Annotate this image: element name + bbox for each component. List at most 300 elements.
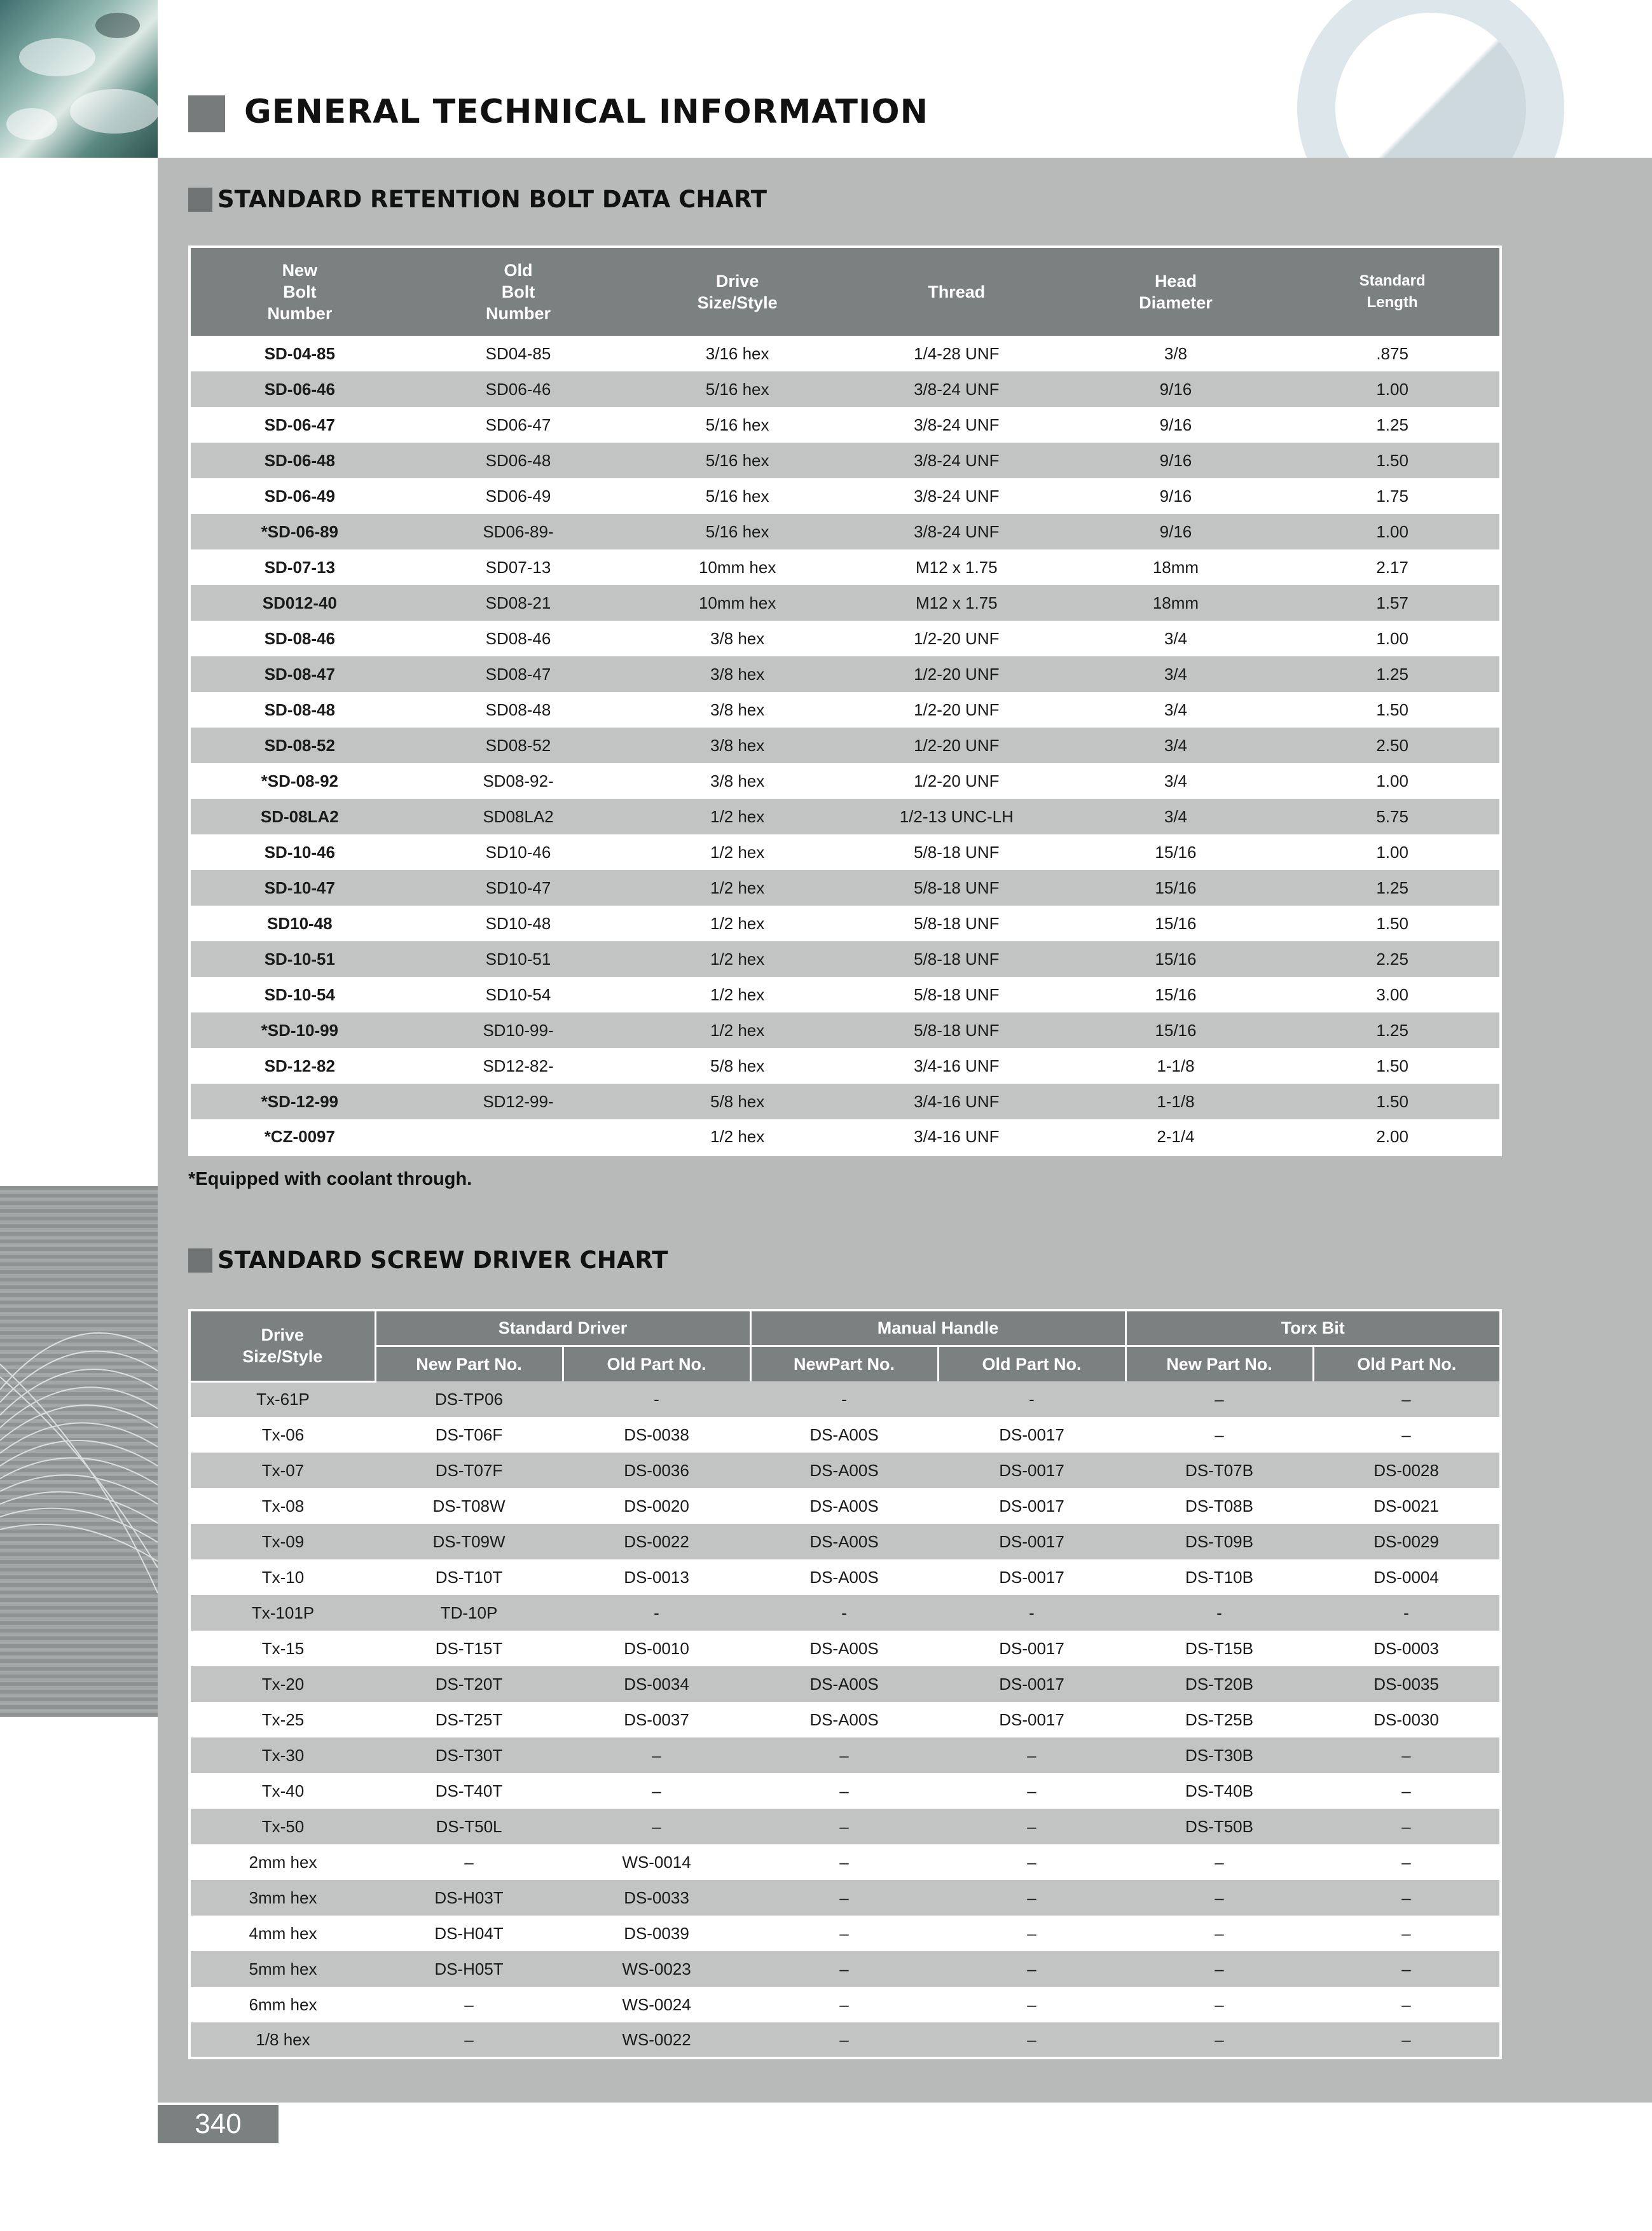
table-cell: 5/8 hex — [628, 1084, 847, 1119]
column-header-old-bolt: Old Bolt Number — [409, 247, 628, 336]
table-cell: – — [938, 1737, 1125, 1773]
table-row — [189, 1844, 1501, 1880]
table-cell: SD08-47 — [409, 656, 628, 692]
table-cell: Tx-08 — [189, 1488, 375, 1524]
table-cell: SD-06-47 — [189, 407, 409, 443]
table-cell: 10mm hex — [628, 549, 847, 585]
table-cell: 10mm hex — [628, 585, 847, 621]
table-cell: 1.50 — [1285, 1048, 1501, 1084]
driver-section-title: STANDARD SCREW DRIVER CHART — [217, 1247, 668, 1274]
table-cell: DS-T30T — [375, 1737, 563, 1773]
table-cell: SD-08-47 — [189, 656, 409, 692]
table-row — [189, 1048, 1501, 1084]
table-cell: DS-A00S — [750, 1702, 938, 1737]
table-cell: DS-0017 — [938, 1524, 1125, 1559]
table-cell: Tx-09 — [189, 1524, 375, 1559]
table-cell: SD-10-54 — [189, 977, 409, 1012]
table-cell: 5/8-18 UNF — [847, 1012, 1066, 1048]
table-cell: 3.00 — [1285, 977, 1501, 1012]
table-cell: SD12-99- — [409, 1084, 628, 1119]
table-cell: Tx-40 — [189, 1773, 375, 1809]
table-cell: DS-0037 — [563, 1702, 750, 1737]
table-cell: 1/2-20 UNF — [847, 692, 1066, 728]
table-cell: 3/4 — [1066, 621, 1286, 656]
table-cell: DS-0035 — [1313, 1666, 1501, 1702]
table-cell: 1/2-20 UNF — [847, 728, 1066, 763]
table-row — [189, 1951, 1501, 1987]
table-cell: SD10-47 — [409, 870, 628, 906]
table-cell: DS-T09B — [1125, 1524, 1313, 1559]
table-cell: – — [1125, 1987, 1313, 2022]
table-cell: – — [1313, 2022, 1501, 2058]
table-cell: 5/16 hex — [628, 371, 847, 407]
table-cell: 9/16 — [1066, 371, 1286, 407]
table-cell: SD-08-48 — [189, 692, 409, 728]
table-cell: SD-08-52 — [189, 728, 409, 763]
table-cell: - — [1125, 1595, 1313, 1631]
table-cell: DS-T20T — [375, 1666, 563, 1702]
table-cell: – — [1125, 1951, 1313, 1987]
table-cell: 3/4 — [1066, 763, 1286, 799]
table-cell: DS-T20B — [1125, 1666, 1313, 1702]
table-cell: – — [1313, 1987, 1501, 2022]
table-cell: 3/8 hex — [628, 728, 847, 763]
table-cell: SD08LA2 — [409, 799, 628, 834]
table-row — [189, 692, 1501, 728]
column-header-drive-size: Drive Size/Style — [189, 1310, 375, 1381]
table-cell: – — [1125, 1880, 1313, 1916]
table-cell: SD08-48 — [409, 692, 628, 728]
table-cell: 5/8-18 UNF — [847, 941, 1066, 977]
table-cell: Tx-50 — [189, 1809, 375, 1844]
group-header-torx-bit: Torx Bit — [1125, 1310, 1501, 1346]
table-cell: SD07-13 — [409, 549, 628, 585]
bolt-data-table — [188, 245, 1502, 1156]
table-cell: – — [938, 1773, 1125, 1809]
column-header-drive: Drive Size/Style — [628, 247, 847, 336]
table-cell: .875 — [1285, 336, 1501, 371]
table-row — [189, 1595, 1501, 1631]
table-cell: DS-T25T — [375, 1702, 563, 1737]
table-cell: – — [1125, 1381, 1313, 1417]
table-cell: DS-0022 — [563, 1524, 750, 1559]
table-cell: – — [1313, 1773, 1501, 1809]
table-cell: WS-0014 — [563, 1844, 750, 1880]
column-header-standard-length: Standard Length — [1285, 247, 1501, 336]
table-cell: – — [1313, 1809, 1501, 1844]
table-row — [189, 1417, 1501, 1453]
subheader-new-part: New Part No. — [1125, 1346, 1313, 1381]
table-cell: – — [1313, 1880, 1501, 1916]
table-cell: SD-10-51 — [189, 941, 409, 977]
table-cell: 2.25 — [1285, 941, 1501, 977]
table-cell: DS-0010 — [563, 1631, 750, 1666]
table-cell: DS-T06F — [375, 1417, 563, 1453]
table-cell: 3/4 — [1066, 656, 1286, 692]
table-cell: 18mm — [1066, 585, 1286, 621]
table-row — [189, 1453, 1501, 1488]
table-cell: *SD-08-92 — [189, 763, 409, 799]
table-cell: DS-0013 — [563, 1559, 750, 1595]
section-marker — [188, 188, 212, 212]
table-cell: DS-H03T — [375, 1880, 563, 1916]
table-cell: – — [750, 1773, 938, 1809]
table-cell: SD-08-46 — [189, 621, 409, 656]
section-marker — [188, 1248, 212, 1273]
table-cell: 1.50 — [1285, 906, 1501, 941]
table-cell: Tx-101P — [189, 1595, 375, 1631]
table-cell: SD06-46 — [409, 371, 628, 407]
table-row — [189, 977, 1501, 1012]
group-header-standard-driver: Standard Driver — [375, 1310, 750, 1346]
table-cell: DS-0034 — [563, 1666, 750, 1702]
table-cell: 1.25 — [1285, 407, 1501, 443]
table-cell: DS-T10T — [375, 1559, 563, 1595]
table-cell: SD-04-85 — [189, 336, 409, 371]
table-cell: 1.25 — [1285, 656, 1501, 692]
table-cell: SD10-51 — [409, 941, 628, 977]
table-cell: Tx-20 — [189, 1666, 375, 1702]
table-cell: 1-1/8 — [1066, 1084, 1286, 1119]
table-cell: DS-T07F — [375, 1453, 563, 1488]
table-cell: - — [563, 1595, 750, 1631]
bolt-section-title: STANDARD RETENTION BOLT DATA CHART — [217, 186, 767, 213]
table-cell — [409, 1119, 628, 1155]
table-cell: 1/2 hex — [628, 870, 847, 906]
table-cell: - — [750, 1381, 938, 1417]
table-cell: DS-0038 — [563, 1417, 750, 1453]
table-cell: SD06-49 — [409, 478, 628, 514]
table-cell: DS-0028 — [1313, 1453, 1501, 1488]
table-cell: 5/8 hex — [628, 1048, 847, 1084]
table-cell: SD08-46 — [409, 621, 628, 656]
table-cell: DS-0039 — [563, 1916, 750, 1951]
table-cell: TD-10P — [375, 1595, 563, 1631]
table-cell: – — [1313, 1381, 1501, 1417]
table-cell: 1.25 — [1285, 1012, 1501, 1048]
table-cell: DS-H05T — [375, 1951, 563, 1987]
table-cell: 9/16 — [1066, 443, 1286, 478]
table-cell: SD08-21 — [409, 585, 628, 621]
table-cell: 3/8 hex — [628, 621, 847, 656]
table-cell: 3/4 — [1066, 799, 1286, 834]
table-cell: SD10-48 — [189, 906, 409, 941]
table-cell: – — [375, 2022, 563, 2058]
column-header-head-diameter: Head Diameter — [1066, 247, 1286, 336]
table-cell: 3/8-24 UNF — [847, 407, 1066, 443]
table-cell: 1/2 hex — [628, 941, 847, 977]
table-cell: DS-0029 — [1313, 1524, 1501, 1559]
table-cell: 1/2-20 UNF — [847, 656, 1066, 692]
table-cell: Tx-30 — [189, 1737, 375, 1773]
table-cell: 1/2-13 UNC-LH — [847, 799, 1066, 834]
table-cell: – — [563, 1737, 750, 1773]
table-cell: DS-T50B — [1125, 1809, 1313, 1844]
table-cell: – — [1125, 1844, 1313, 1880]
table-cell: – — [938, 1987, 1125, 2022]
table-row — [189, 799, 1501, 834]
table-cell: DS-T40T — [375, 1773, 563, 1809]
table-row — [189, 585, 1501, 621]
table-cell: WS-0023 — [563, 1951, 750, 1987]
table-cell: DS-0017 — [938, 1453, 1125, 1488]
table-cell: – — [1125, 2022, 1313, 2058]
table-cell: – — [1125, 1417, 1313, 1453]
kayak-photo — [0, 0, 158, 158]
table-row — [189, 656, 1501, 692]
table-cell: 5.75 — [1285, 799, 1501, 834]
table-cell: DS-T09W — [375, 1524, 563, 1559]
table-cell: DS-A00S — [750, 1488, 938, 1524]
table-cell: 5/8-18 UNF — [847, 906, 1066, 941]
table-row — [189, 336, 1501, 371]
table-cell: DS-0017 — [938, 1631, 1125, 1666]
bolt-section-heading — [188, 186, 767, 213]
screw-driver-table — [188, 1309, 1502, 2059]
table-cell: 3/4-16 UNF — [847, 1119, 1066, 1155]
table-row — [189, 870, 1501, 906]
page-number: 340 — [158, 2105, 279, 2143]
table-cell: – — [938, 1951, 1125, 1987]
table-cell: SD-10-47 — [189, 870, 409, 906]
table-row — [189, 1524, 1501, 1559]
table-cell: Tx-15 — [189, 1631, 375, 1666]
table-row — [189, 906, 1501, 941]
table-cell: M12 x 1.75 — [847, 585, 1066, 621]
table-cell: SD12-82- — [409, 1048, 628, 1084]
table-cell: DS-A00S — [750, 1631, 938, 1666]
table-cell: M12 x 1.75 — [847, 549, 1066, 585]
table-cell: SD10-99- — [409, 1012, 628, 1048]
table-cell: – — [938, 2022, 1125, 2058]
table-row — [189, 1012, 1501, 1048]
table-cell: *CZ-0097 — [189, 1119, 409, 1155]
table-cell: 3/16 hex — [628, 336, 847, 371]
table-cell: DS-0021 — [1313, 1488, 1501, 1524]
table-cell: 5/8-18 UNF — [847, 870, 1066, 906]
subheader-old-part: Old Part No. — [938, 1346, 1125, 1381]
table-row — [189, 1559, 1501, 1595]
table-cell: 3/8 hex — [628, 763, 847, 799]
table-cell: DS-0036 — [563, 1453, 750, 1488]
table-cell: Tx-61P — [189, 1381, 375, 1417]
table-cell: *SD-10-99 — [189, 1012, 409, 1048]
table-row — [189, 443, 1501, 478]
table-cell: DS-A00S — [750, 1666, 938, 1702]
table-cell: 18mm — [1066, 549, 1286, 585]
table-row — [189, 1809, 1501, 1844]
table-cell: – — [750, 1880, 938, 1916]
table-cell: 1.50 — [1285, 443, 1501, 478]
table-cell: 1.50 — [1285, 692, 1501, 728]
table-cell: 5/16 hex — [628, 514, 847, 549]
table-row — [189, 1119, 1501, 1155]
table-cell: SD08-52 — [409, 728, 628, 763]
table-row — [189, 763, 1501, 799]
table-cell: 6mm hex — [189, 1987, 375, 2022]
table-cell: 3/4-16 UNF — [847, 1048, 1066, 1084]
table-cell: 1.00 — [1285, 621, 1501, 656]
table-cell: DS-T15B — [1125, 1631, 1313, 1666]
table-cell: 1.57 — [1285, 585, 1501, 621]
table-cell: DS-0003 — [1313, 1631, 1501, 1666]
table-cell: SD-08LA2 — [189, 799, 409, 834]
table-cell: DS-T08B — [1125, 1488, 1313, 1524]
table-cell: – — [1313, 1951, 1501, 1987]
table-cell: SD08-92- — [409, 763, 628, 799]
table-cell: 3/4 — [1066, 692, 1286, 728]
table-cell: 1.00 — [1285, 371, 1501, 407]
table-cell: 1/2 hex — [628, 906, 847, 941]
table-cell: 1/2 hex — [628, 1012, 847, 1048]
table-cell: WS-0024 — [563, 1987, 750, 2022]
table-cell: DS-T40B — [1125, 1773, 1313, 1809]
table-cell: DS-A00S — [750, 1453, 938, 1488]
table-cell: SD-06-46 — [189, 371, 409, 407]
table-cell: 15/16 — [1066, 906, 1286, 941]
table-cell: SD10-46 — [409, 834, 628, 870]
table-row — [189, 1702, 1501, 1737]
table-cell: 1.00 — [1285, 763, 1501, 799]
table-cell: SD10-48 — [409, 906, 628, 941]
table-cell: Tx-10 — [189, 1559, 375, 1595]
driver-section-heading — [188, 1247, 668, 1274]
table-cell: SD-10-46 — [189, 834, 409, 870]
table-cell: SD-06-49 — [189, 478, 409, 514]
table-cell: 5mm hex — [189, 1951, 375, 1987]
table-cell: DS-T25B — [1125, 1702, 1313, 1737]
table-cell: DS-0017 — [938, 1488, 1125, 1524]
table-cell: 15/16 — [1066, 941, 1286, 977]
subheader-old-part: Old Part No. — [563, 1346, 750, 1381]
table-cell: – — [750, 1844, 938, 1880]
table-cell: DS-TP06 — [375, 1381, 563, 1417]
table-cell: – — [750, 1809, 938, 1844]
table-cell: 5/8-18 UNF — [847, 834, 1066, 870]
table-cell: – — [375, 1844, 563, 1880]
table-cell: - — [1313, 1595, 1501, 1631]
table-row — [189, 478, 1501, 514]
table-row — [189, 1381, 1501, 1417]
table-cell: WS-0022 — [563, 2022, 750, 2058]
table-cell: DS-T50L — [375, 1809, 563, 1844]
table-cell: DS-0017 — [938, 1666, 1125, 1702]
table-cell: 3/4-16 UNF — [847, 1084, 1066, 1119]
column-header-thread: Thread — [847, 247, 1066, 336]
table-row — [189, 1666, 1501, 1702]
table-row — [189, 371, 1501, 407]
table-cell: DS-0030 — [1313, 1702, 1501, 1737]
table-cell: SD-06-48 — [189, 443, 409, 478]
table-row — [189, 1631, 1501, 1666]
subheader-old-part: Old Part No. — [1313, 1346, 1501, 1381]
table-cell: 3/8-24 UNF — [847, 371, 1066, 407]
table-cell: DS-T10B — [1125, 1559, 1313, 1595]
column-header-new-bolt: New Bolt Number — [189, 247, 409, 336]
table-cell: 3/8-24 UNF — [847, 478, 1066, 514]
table-cell: – — [1313, 1417, 1501, 1453]
table-cell: 1/2 hex — [628, 977, 847, 1012]
table-cell: – — [938, 1916, 1125, 1951]
table-cell: 9/16 — [1066, 514, 1286, 549]
table-cell: 9/16 — [1066, 478, 1286, 514]
table-cell: – — [563, 1773, 750, 1809]
table-cell: 3/8 hex — [628, 692, 847, 728]
table-cell: – — [938, 1844, 1125, 1880]
table-cell: DS-0017 — [938, 1702, 1125, 1737]
table-cell: SD10-54 — [409, 977, 628, 1012]
table-row — [189, 2022, 1501, 2058]
table-cell: 1.00 — [1285, 834, 1501, 870]
table-cell: 1.75 — [1285, 478, 1501, 514]
table-cell: DS-T07B — [1125, 1453, 1313, 1488]
table-row — [189, 834, 1501, 870]
table-cell: SD-12-82 — [189, 1048, 409, 1084]
table-row — [189, 941, 1501, 977]
table-cell: 15/16 — [1066, 1012, 1286, 1048]
table-cell: 1.50 — [1285, 1084, 1501, 1119]
table-cell: SD012-40 — [189, 585, 409, 621]
table-cell: DS-0020 — [563, 1488, 750, 1524]
table-cell: 4mm hex — [189, 1916, 375, 1951]
table-row — [189, 1488, 1501, 1524]
table-cell: 3/8-24 UNF — [847, 443, 1066, 478]
table-cell: 1/2-20 UNF — [847, 763, 1066, 799]
table-cell: - — [938, 1381, 1125, 1417]
table-cell: 1.25 — [1285, 870, 1501, 906]
subheader-new-part: NewPart No. — [750, 1346, 938, 1381]
table-cell: 3/4 — [1066, 728, 1286, 763]
table-cell: 15/16 — [1066, 870, 1286, 906]
table-cell: 15/16 — [1066, 977, 1286, 1012]
table-cell: – — [938, 1880, 1125, 1916]
table-cell: Tx-25 — [189, 1702, 375, 1737]
table-cell: 5/8-18 UNF — [847, 977, 1066, 1012]
table-cell: DS-A00S — [750, 1524, 938, 1559]
table-cell: – — [750, 2022, 938, 2058]
table-cell: 9/16 — [1066, 407, 1286, 443]
table-cell: 5/16 hex — [628, 478, 847, 514]
table-cell: – — [750, 1951, 938, 1987]
table-cell: DS-T08W — [375, 1488, 563, 1524]
table-cell: SD06-47 — [409, 407, 628, 443]
table-cell: SD06-48 — [409, 443, 628, 478]
table-cell: 1/2-20 UNF — [847, 621, 1066, 656]
table-cell: 3/8-24 UNF — [847, 514, 1066, 549]
table-cell: DS-0004 — [1313, 1559, 1501, 1595]
table-cell: Tx-07 — [189, 1453, 375, 1488]
table-cell: – — [1313, 1844, 1501, 1880]
table-row — [189, 1737, 1501, 1773]
table-cell: 2mm hex — [189, 1844, 375, 1880]
coolant-footnote: *Equipped with coolant through. — [188, 1169, 472, 1189]
table-cell: – — [1313, 1916, 1501, 1951]
table-row — [189, 621, 1501, 656]
group-header-manual-handle: Manual Handle — [750, 1310, 1125, 1346]
table-cell: Tx-06 — [189, 1417, 375, 1453]
table-cell: DS-0017 — [938, 1559, 1125, 1595]
table-cell: – — [750, 1737, 938, 1773]
table-cell: *SD-06-89 — [189, 514, 409, 549]
table-cell: DS-0033 — [563, 1880, 750, 1916]
table-row — [189, 728, 1501, 763]
table-cell: 2.17 — [1285, 549, 1501, 585]
table-cell: – — [1125, 1916, 1313, 1951]
table-cell: *SD-12-99 — [189, 1084, 409, 1119]
table-row — [189, 1916, 1501, 1951]
table-row — [189, 1880, 1501, 1916]
table-cell: 5/16 hex — [628, 443, 847, 478]
